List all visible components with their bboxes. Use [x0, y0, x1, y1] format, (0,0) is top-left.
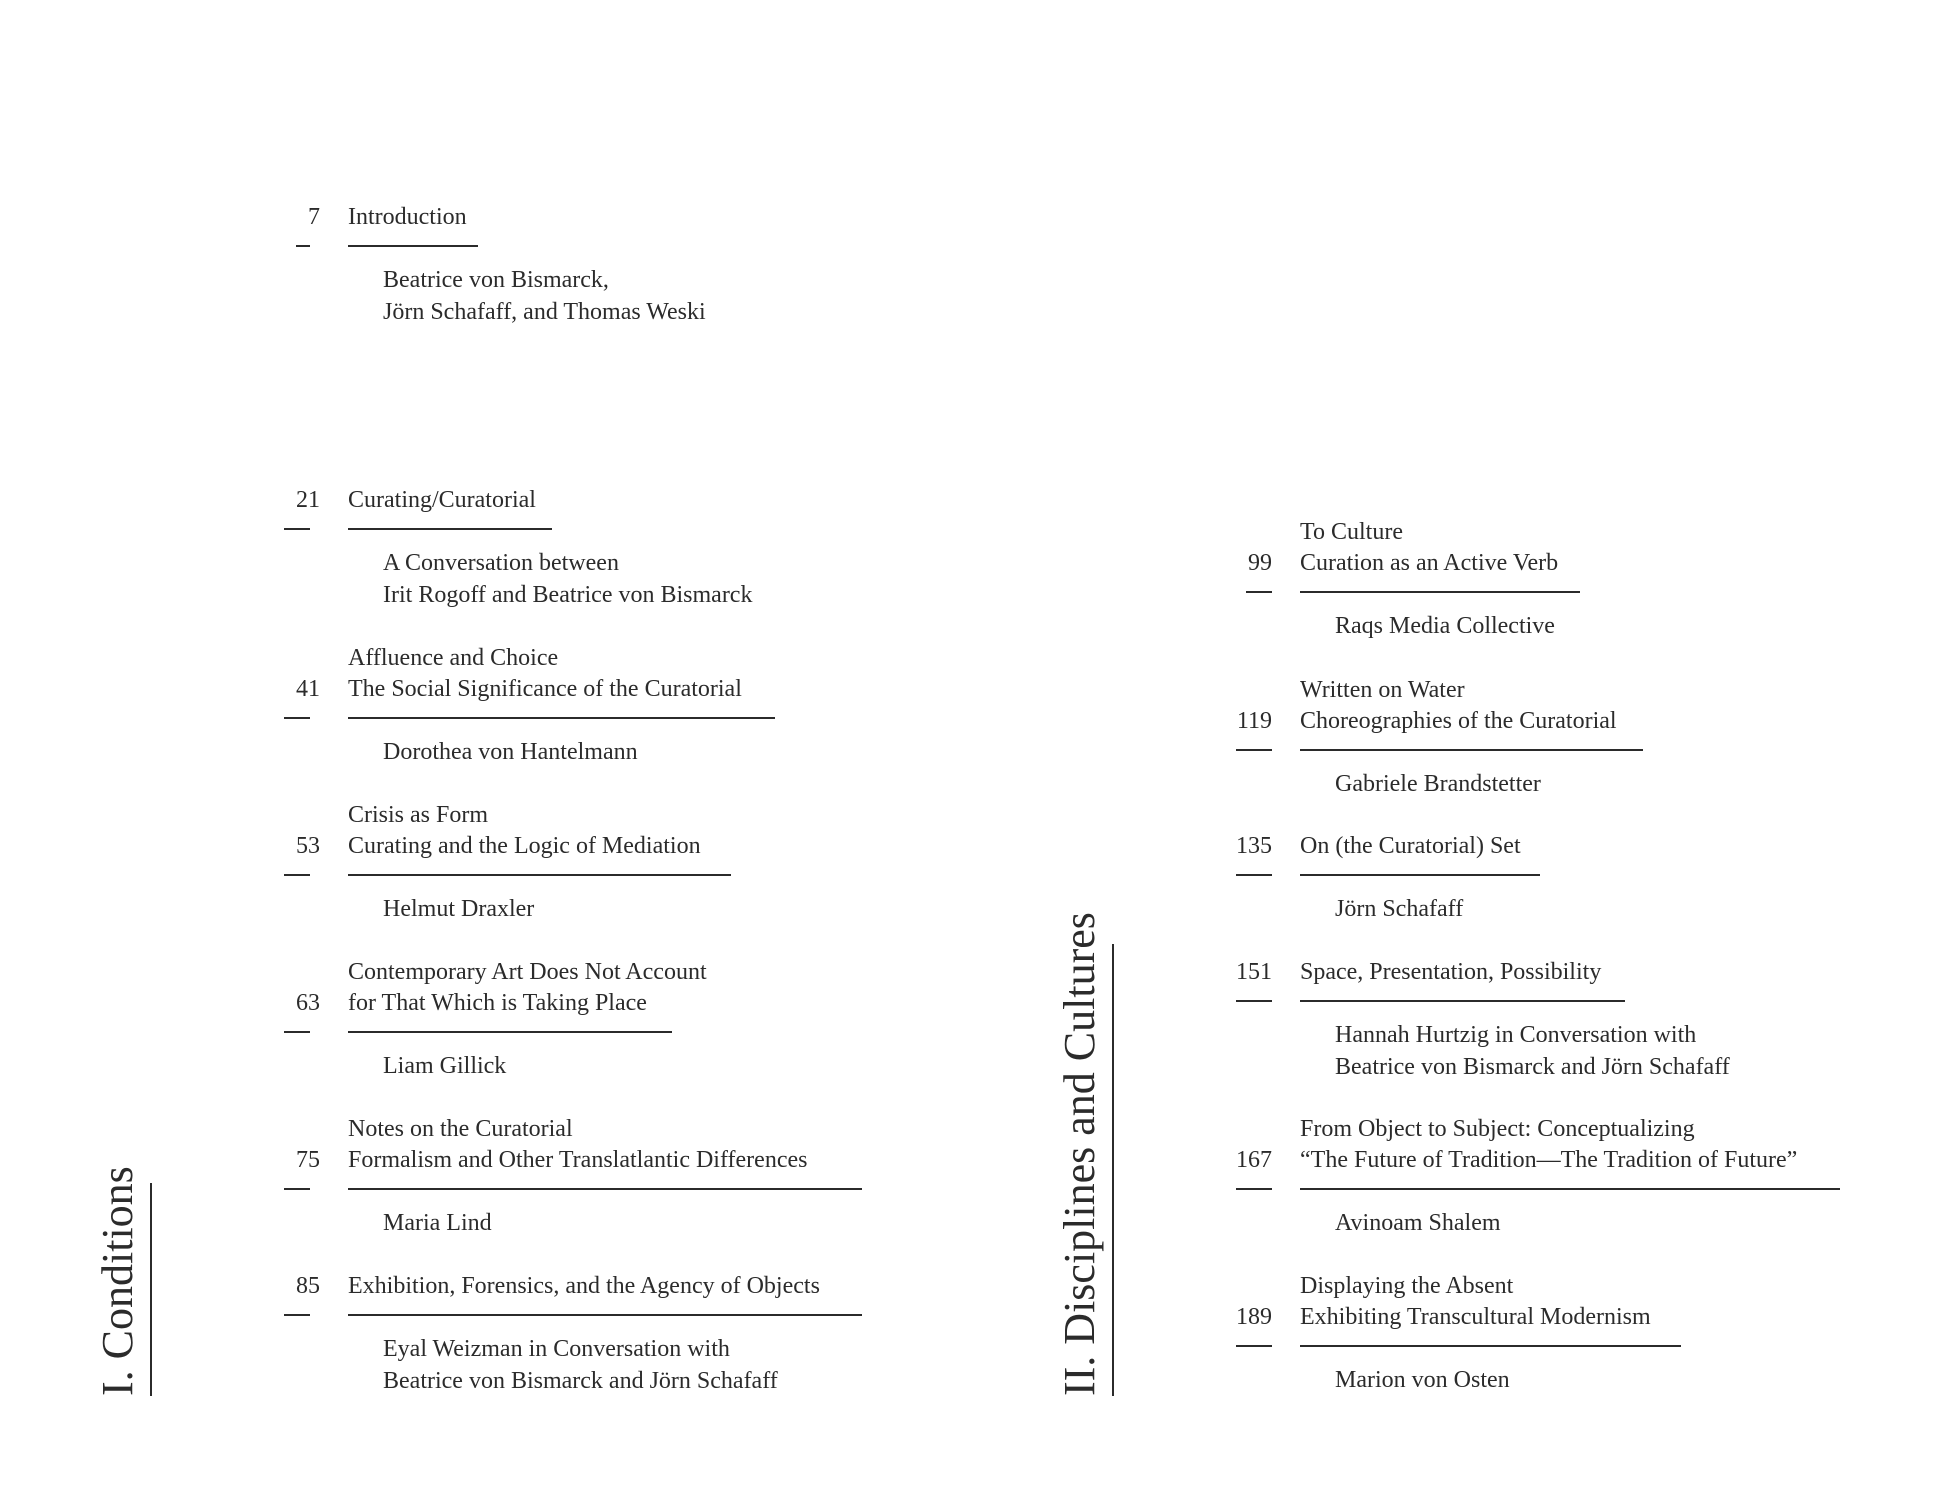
page-number: 53: [296, 833, 320, 859]
page-number: 167: [1236, 1147, 1272, 1173]
page-number-rule: [284, 1031, 310, 1033]
page-number: 85: [296, 1273, 320, 1299]
entry-title: Exhibiting Transcultural Modernism: [1300, 1304, 1651, 1330]
entry-title: “The Future of Tradition—The Tradition of Future”: [1300, 1147, 1798, 1173]
title-rule: [348, 1314, 862, 1316]
entry-authors: Gabriele Brandstetter: [1335, 771, 1541, 797]
entry-title: Space, Presentation, Possibility: [1300, 959, 1602, 985]
entry-title: Exhibition, Forensics, and the Agency of Objects: [348, 1273, 820, 1299]
entry-pretitle: Contemporary Art Does Not Account: [348, 958, 707, 985]
entry-title: Introduction: [348, 204, 467, 230]
title-rule: [1300, 1188, 1840, 1190]
title-rule: [348, 1031, 672, 1033]
page-number-rule: [1236, 749, 1272, 751]
page-number: 63: [296, 990, 320, 1016]
entry-authors: Liam Gillick: [383, 1053, 507, 1079]
entry-authors: Dorothea von Hantelmann: [383, 739, 638, 765]
entry-authors: Marion von Osten: [1335, 1367, 1510, 1393]
entry-pretitle: Notes on the Curatorial: [348, 1115, 573, 1142]
page-number: 151: [1236, 959, 1272, 985]
title-rule: [348, 245, 478, 247]
entry-pretitle: Crisis as Form: [348, 801, 489, 828]
entry-pretitle: From Object to Subject: Conceptualizing: [1300, 1115, 1695, 1142]
entry-authors: Avinoam Shalem: [1335, 1210, 1501, 1236]
page-number-rule: [1236, 1188, 1272, 1190]
entry-pretitle: Written on Water: [1300, 676, 1465, 703]
entry-authors: Beatrice von Bismarck, Jörn Schafaff, and Thomas Weski: [383, 267, 706, 325]
title-rule: [348, 1188, 862, 1190]
page-number-rule: [1236, 1345, 1272, 1347]
section-label-conditions: I. Conditions: [93, 1166, 142, 1396]
entry-title: Formalism and Other Translatlantic Differences: [348, 1147, 808, 1173]
entry-authors: Eyal Weizman in Conversation with Beatrice von Bismarck and Jörn Schafaff: [383, 1336, 778, 1394]
title-rule: [1300, 1000, 1625, 1002]
page-number-rule: [284, 874, 310, 876]
page-number: 135: [1236, 833, 1272, 859]
title-rule: [1300, 874, 1540, 876]
entry-authors: Maria Lind: [383, 1210, 492, 1236]
entry-pretitle: To Culture: [1300, 518, 1403, 545]
page-number: 189: [1236, 1304, 1272, 1330]
entry-title: Curating and the Logic of Mediation: [348, 833, 701, 859]
entry-authors: Hannah Hurtzig in Conversation with Beatrice von Bismarck and Jörn Schafaff: [1335, 1022, 1730, 1080]
entry-authors: Helmut Draxler: [383, 896, 535, 922]
page-number: 21: [296, 487, 320, 513]
title-rule: [348, 528, 552, 530]
title-rule: [1300, 749, 1643, 751]
entry-title: On (the Curatorial) Set: [1300, 833, 1521, 859]
entry-pretitle: Displaying the Absent: [1300, 1272, 1514, 1299]
entry-authors: Jörn Schafaff: [1335, 896, 1464, 922]
entry-authors: Raqs Media Collective: [1335, 613, 1555, 639]
page-number-rule: [1246, 591, 1272, 593]
page-number: 41: [296, 676, 320, 702]
page-number: 75: [296, 1147, 320, 1173]
page-number: 7: [308, 204, 320, 230]
entry-authors: A Conversation between Irit Rogoff and Beatrice von Bismarck: [383, 550, 753, 608]
section-label-disciplines: II. Disciplines and Cultures: [1055, 912, 1104, 1396]
page-number-rule: [284, 717, 310, 719]
entry-title: The Social Significance of the Curatorial: [348, 676, 742, 702]
page-number: 99: [1248, 550, 1272, 576]
page-number-rule: [284, 528, 310, 530]
entry-pretitle: Affluence and Choice: [348, 644, 559, 671]
page-number-rule: [1236, 1000, 1272, 1002]
page-number: 119: [1236, 708, 1272, 734]
title-rule: [1300, 1345, 1681, 1347]
section-divider-conditions: [150, 1183, 152, 1396]
entry-title: for That Which is Taking Place: [348, 990, 647, 1016]
entry-title: Curation as an Active Verb: [1300, 550, 1559, 576]
page-number-rule: [284, 1188, 310, 1190]
title-rule: [348, 874, 731, 876]
section-divider-disciplines: [1112, 944, 1114, 1396]
page-number-rule: [296, 245, 310, 247]
entry-title: Curating/Curatorial: [348, 487, 536, 513]
title-rule: [348, 717, 775, 719]
title-rule: [1300, 591, 1580, 593]
page-number-rule: [284, 1314, 310, 1316]
entry-title: Choreographies of the Curatorial: [1300, 708, 1617, 734]
page-number-rule: [1236, 874, 1272, 876]
